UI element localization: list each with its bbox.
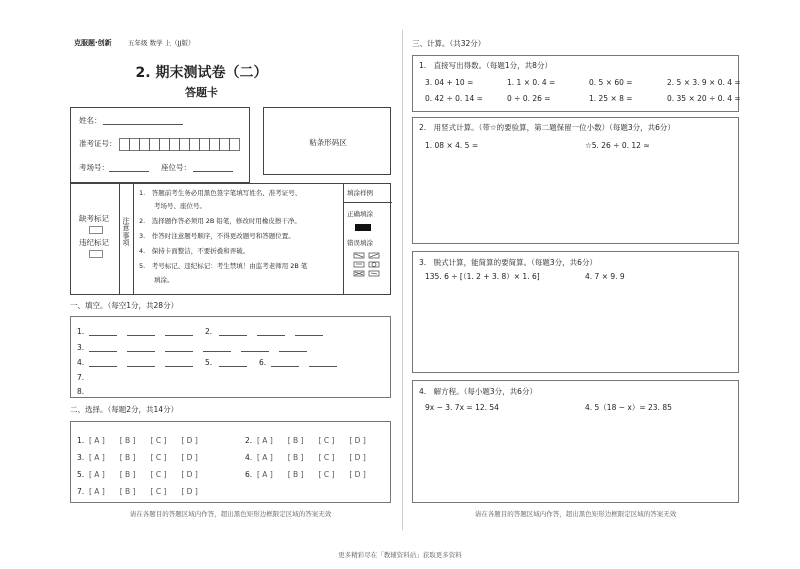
calc-q2-title: 2. 用竖式计算。（带☆的要验算，第二题保留一位小数）（每题3分，共6分） [419,123,675,132]
barcode-area [263,107,391,175]
note-line: 考场号、座位号。 [154,202,206,210]
choice-number: 3. [77,453,85,462]
note-line: 填涂。 [154,276,174,284]
calc-item: 0. 35 × 20 ÷ 0. 4 = [667,94,741,103]
answer-blank[interactable] [203,351,231,352]
wrong-fill-samples [353,252,383,296]
answer-blank[interactable] [89,351,117,352]
calc-item: 1. 25 × 8 = [589,94,633,103]
answer-blank[interactable] [89,366,117,367]
answer-blank[interactable] [257,335,285,336]
answer-blank[interactable] [127,335,155,336]
section2-box [70,421,391,503]
calc-q4-title: 4. 解方程。（每小题3分，共6分） [419,387,537,396]
brand-logo: 克服题·创新 [74,39,112,47]
calc-item: 0. 42 ÷ 0. 14 = [425,94,483,103]
choice-number: 2. [245,436,253,445]
answer-blank[interactable] [241,351,269,352]
student-info-box [70,107,250,183]
answer-blank[interactable] [219,335,247,336]
footer-notice-right: 请在各题目的答题区域内作答，超出黑色矩形边框限定区域的答案无效 [474,510,677,518]
calc-q4-a: 9x − 3. 7x = 12. 54 [425,403,499,412]
page-title: 2. 期末测试卷（二） [135,65,268,81]
choice-number: 5. [77,470,85,479]
note-line: 2. 选择题作答必须用 2B 铅笔，修改时用橡皮擦干净。 [139,217,301,225]
calc-q3-b: 4. 7 × 9. 9 [585,272,625,281]
fill-sample-label: 填涂样例 [347,189,373,197]
correct-fill-sample [355,224,371,231]
answer-blank[interactable] [89,335,117,336]
choice-number: 4. [245,453,253,462]
answer-blank[interactable] [279,351,307,352]
blank-row-number: 6. [259,358,267,367]
calc-item: 0 ÷ 0. 26 = [507,94,551,103]
choice-number: 7. [77,487,85,496]
calc-item: 3. 04 + 10 = [425,78,474,87]
notice-title: 注意事项 [122,217,130,248]
calc-q4-box [412,380,739,503]
violation-mark-label: 违纪标记 [79,238,109,247]
page-divider [402,30,403,530]
choice-options[interactable]: [ A ] [ B ] [ C ] [ D ] [257,470,366,479]
choice-number: 1. [77,436,85,445]
seat-label: 座位号： [161,163,191,172]
choice-number: 6. [245,470,253,479]
room-label: 考场号： [79,163,109,172]
choice-options[interactable]: [ A ] [ B ] [ C ] [ D ] [257,453,366,462]
section2-title: 二、选择。（每题2分，共14分） [70,405,179,414]
answer-card-label: 答题卡 [185,86,218,99]
blank-row-number: 2. [205,327,213,336]
calc-item: 1. 1 × 0. 4 = [507,78,556,87]
note-line: 4. 保持卡面整洁，不要折叠和弄破。 [139,247,250,255]
calc-q1-box [412,55,739,112]
correct-fill-label: 正确填涂 [347,210,373,218]
answer-blank[interactable] [295,335,323,336]
answer-blank[interactable] [165,366,193,367]
exam-no-boxes[interactable] [119,136,247,149]
section1-title: 一、填空。（每空1分，共28分） [70,301,179,310]
exam-no-label: 准考证号： [79,139,117,148]
answer-blank[interactable] [127,351,155,352]
calc-item: 2. 5 × 3. 9 × 0. 4 = [667,78,741,87]
blank-row-number: 5. [205,358,213,367]
barcode-label: 粘条形码区 [309,138,347,147]
calc-q3-a: 135. 6 ÷ [（1. 2 + 3. 8）× 1. 6] [425,272,540,281]
grade-subtitle: 五年级 数学 上（JJ版） [128,39,195,47]
blank-row-number: 7. [77,373,85,382]
name-field[interactable] [103,124,183,125]
choice-options[interactable]: [ A ] [ B ] [ C ] [ D ] [89,453,198,462]
calc-q3-box [412,251,739,373]
note-line: 1. 答题前考生务必用黑色签字笔填写姓名、准考证号、 [139,189,302,197]
absent-mark-box[interactable] [89,226,103,234]
section1-box [70,316,391,398]
choice-options[interactable]: [ A ] [ B ] [ C ] [ D ] [89,487,198,496]
blank-row-number: 4. [77,358,85,367]
choice-options[interactable]: [ A ] [ B ] [ C ] [ D ] [257,436,366,445]
footer-notice-left: 请在各题目的答题区域内作答，超出黑色矩形边框限定区域的答案无效 [129,510,332,518]
answer-blank[interactable] [309,366,337,367]
answer-blank[interactable] [271,366,299,367]
calc-q4-b: 4. 5（18 − x）= 23. 85 [585,403,672,412]
absent-mark-label: 缺考标记 [79,214,109,223]
answer-blank[interactable] [219,366,247,367]
bottom-note: 更多精彩尽在「教辅资料站」获取更多资料 [338,551,462,559]
note-line: 3. 作答时注意题号顺序，不得更改题号和答题位置。 [139,232,295,240]
notice-box [70,183,391,295]
answer-blank[interactable] [165,335,193,336]
choice-options[interactable]: [ A ] [ B ] [ C ] [ D ] [89,436,198,445]
room-field[interactable] [109,171,149,172]
answer-blank[interactable] [165,351,193,352]
calc-q2-b: ☆5. 26 ÷ 0. 12 ≈ [585,141,650,150]
violation-mark-box[interactable] [89,250,103,258]
seat-field[interactable] [193,171,233,172]
blank-row-number: 1. [77,327,85,336]
blank-row-number: 3. [77,343,85,352]
name-label: 姓名： [79,116,102,125]
wrong-fill-label: 错误填涂 [347,239,373,247]
note-line: 5. 考号标记、违纪标记：考生禁填！由监考老师用 2B 笔 [139,262,308,270]
calc-item: 0. 5 × 60 = [589,78,633,87]
calc-q2-box [412,117,739,244]
answer-blank[interactable] [127,366,155,367]
choice-options[interactable]: [ A ] [ B ] [ C ] [ D ] [89,470,198,479]
calc-q2-a: 1. 08 × 4. 5 = [425,141,479,150]
blank-row-number: 8. [77,387,85,396]
calc-q3-title: 3. 脱式计算，能简算的要简算。（每题3分，共6分） [419,258,597,267]
section3-title: 三、计算。（共32分） [412,39,486,48]
calc-q1-title: 1. 直接写出得数。（每题1分，共8分） [419,61,552,70]
